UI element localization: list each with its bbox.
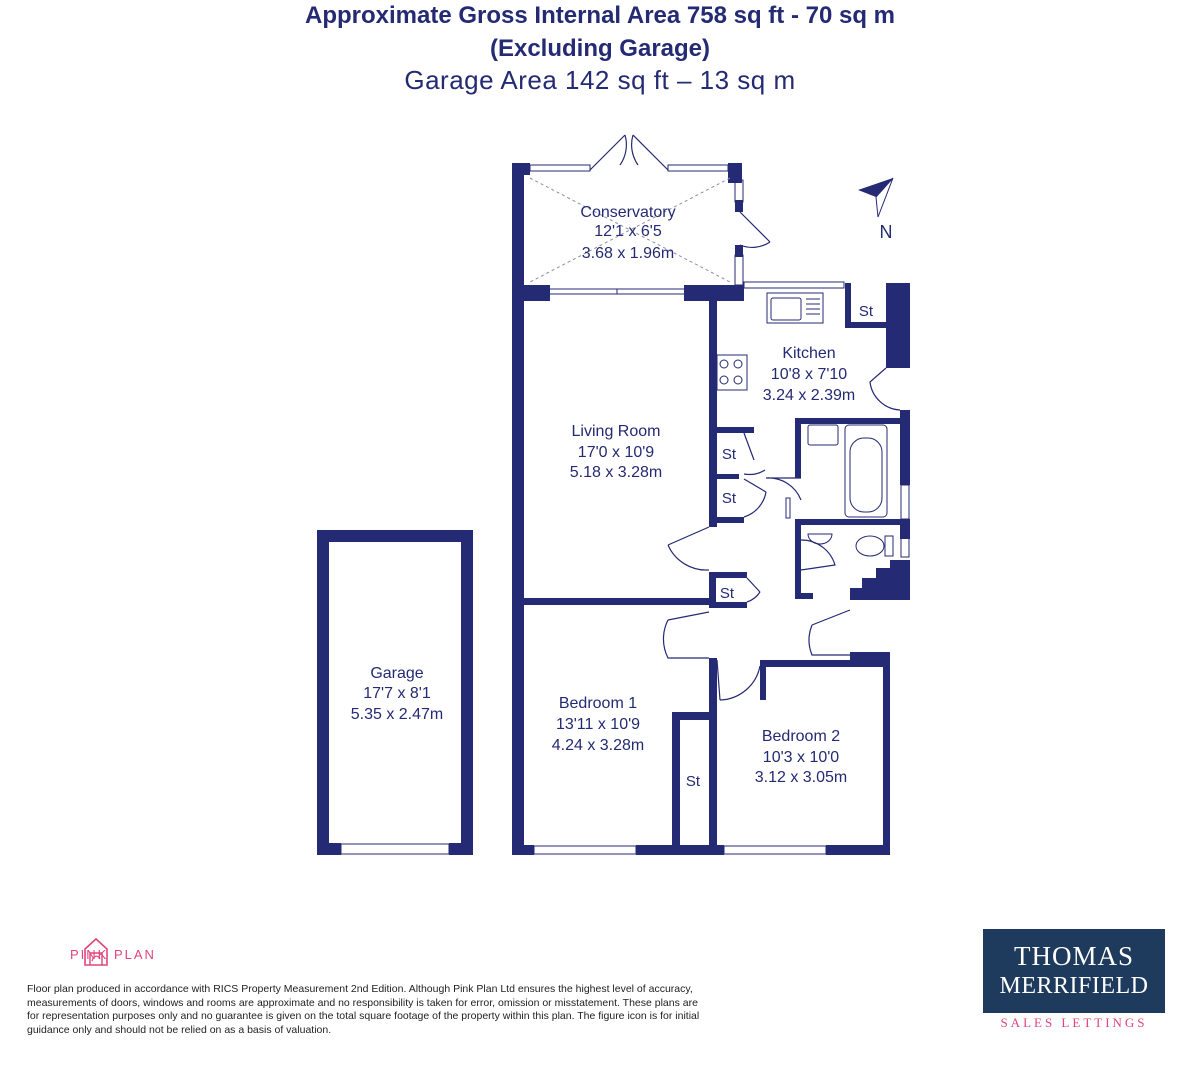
door-swing xyxy=(744,479,766,517)
window xyxy=(735,180,743,202)
door-swing xyxy=(717,660,760,700)
window xyxy=(735,255,743,285)
wc-basin xyxy=(808,534,832,544)
compass-icon xyxy=(858,178,893,242)
conservatory-metric: 3.68 x 1.96m xyxy=(581,245,675,262)
kitchen-metric: 3.24 x 2.39m xyxy=(762,387,856,404)
agent-tagline: SALES LETTINGS xyxy=(1000,1015,1148,1030)
wall xyxy=(636,845,724,855)
door-swing xyxy=(632,135,668,170)
airing-rail xyxy=(786,498,790,518)
kitchen-imperial: 10'8 x 7'10 xyxy=(770,366,848,383)
wall xyxy=(845,283,851,328)
wall xyxy=(461,530,473,855)
garage-name: Garage xyxy=(370,665,424,682)
storage-label: St xyxy=(719,585,735,602)
door-swing xyxy=(668,527,709,570)
garage-metric: 5.35 x 2.47m xyxy=(350,706,444,723)
bath-inner xyxy=(850,438,882,512)
wall xyxy=(760,660,766,700)
wall xyxy=(883,660,890,855)
window xyxy=(668,165,728,171)
wall xyxy=(845,322,886,328)
disclaimer-text: Floor plan produced in accordance with RICS Property Measurement 2nd Edition. Although Pink Plan Ltd ensures the highest level of accuracy, measurements of doors, windows and rooms are approximate and no responsibility is taken for error, omission or misstatement. These plans are for representation purposes only and no guarantee is given on the total square footage of the property within this plan. The figure icon is for initial guidance only and should not be relied on as a basis of valuation. xyxy=(27,983,700,1036)
wall xyxy=(850,560,910,600)
wall xyxy=(317,843,341,855)
garage-door xyxy=(341,844,449,854)
bedroom2-imperial: 10'3 x 10'0 xyxy=(762,749,840,766)
hob-ring xyxy=(734,360,742,368)
storage-label: St xyxy=(858,303,874,320)
wall xyxy=(886,283,910,368)
conservatory-name: Conservatory xyxy=(580,204,676,221)
wall xyxy=(795,593,813,599)
wall xyxy=(795,418,801,478)
window xyxy=(901,485,909,519)
wall xyxy=(709,572,716,607)
wall xyxy=(512,285,550,301)
hob xyxy=(717,355,747,390)
hob-ring xyxy=(734,376,742,384)
storage-label: St xyxy=(721,490,737,507)
wall xyxy=(709,517,744,523)
wall xyxy=(709,297,717,427)
wall xyxy=(709,474,739,479)
window xyxy=(744,282,844,288)
hob-ring xyxy=(720,376,728,384)
window xyxy=(530,165,590,171)
wall xyxy=(512,598,712,605)
wall xyxy=(449,843,473,855)
storage-label: St xyxy=(721,446,737,463)
agent-name-line2: MERRIFIELD xyxy=(999,973,1149,999)
wall xyxy=(760,660,890,667)
wall xyxy=(826,845,890,855)
door-swing xyxy=(663,612,709,658)
wall xyxy=(900,410,910,485)
north-label: N xyxy=(879,222,893,242)
wall xyxy=(512,845,534,855)
door-swing xyxy=(740,212,770,247)
agent-logo xyxy=(983,929,1165,1013)
bathroom-basin xyxy=(808,425,838,445)
storage-label: St xyxy=(685,773,701,790)
window xyxy=(724,846,826,854)
wall xyxy=(795,418,910,424)
wc-cistern xyxy=(885,536,893,556)
door-swing xyxy=(809,610,850,655)
door-swing xyxy=(801,540,835,570)
wc-bowl xyxy=(856,536,884,556)
agent-name-line1: THOMAS xyxy=(1013,941,1134,971)
living-room-imperial: 17'0 x 10'9 xyxy=(577,444,655,461)
pink-plan-brand: PINK PLAN xyxy=(70,947,156,962)
kitchen-name: Kitchen xyxy=(782,345,836,362)
bedroom1-name: Bedroom 1 xyxy=(558,695,638,712)
garage-imperial: 17'7 x 8'1 xyxy=(363,685,431,702)
door-swing xyxy=(870,368,900,410)
garage-area-text: Garage Area 142 sq ft – 13 sq m xyxy=(404,65,796,95)
bedroom2-name: Bedroom 2 xyxy=(761,728,841,745)
wall xyxy=(512,163,524,855)
area-title: Approximate Gross Internal Area 758 sq ft - 70 sq m xyxy=(305,2,895,29)
door-swing xyxy=(744,433,765,474)
wall xyxy=(709,658,717,855)
hob-ring xyxy=(720,360,728,368)
wall xyxy=(317,530,473,542)
door-swing xyxy=(747,578,760,602)
bedroom1-imperial: 13'11 x 10'9 xyxy=(555,716,641,733)
door-swing xyxy=(766,478,801,500)
wall xyxy=(709,602,747,608)
window xyxy=(534,846,636,854)
bedroom2-metric: 3.12 x 3.05m xyxy=(754,769,848,786)
conservatory-imperial: 12'1 x 6'5 xyxy=(594,223,662,240)
door-swing xyxy=(590,135,626,170)
area-subtitle: (Excluding Garage) xyxy=(489,35,711,62)
wall xyxy=(795,519,910,525)
wall xyxy=(850,652,890,660)
wall xyxy=(795,519,801,599)
living-room-metric: 5.18 x 3.28m xyxy=(569,464,663,481)
wall xyxy=(317,530,329,855)
living-room-name: Living Room xyxy=(571,423,661,440)
bedroom1-metric: 4.24 x 3.28m xyxy=(551,737,645,754)
sink-basin xyxy=(771,298,801,320)
wall xyxy=(512,163,530,175)
